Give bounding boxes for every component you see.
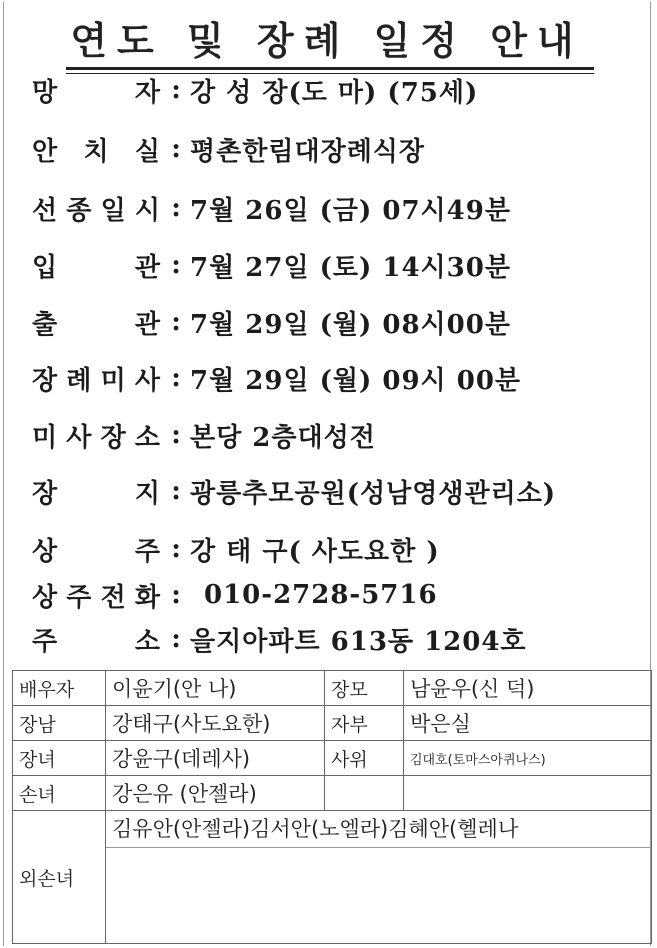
document-page <box>3 2 651 946</box>
family-value: 이윤기(안 나) <box>106 671 325 706</box>
info-label: 미 사 장 소 <box>32 422 162 453</box>
info-label: 입 관 <box>32 252 162 283</box>
info-row-death-time <box>32 188 511 228</box>
family-value: 박은실 <box>404 706 652 741</box>
family-table <box>12 670 652 944</box>
family-value: 김유안(안젤라)김서안(노엘라)김혜안(헬레나 <box>112 817 519 841</box>
family-label <box>325 776 404 811</box>
table-row <box>13 741 652 776</box>
family-value: 강태구(사도요한) <box>106 706 325 741</box>
info-value: 강 성 장(도 마) (75세) <box>190 77 479 108</box>
info-row-departure <box>32 302 511 342</box>
table-row <box>13 776 652 811</box>
info-value: 본당 2층대성전 <box>190 422 376 453</box>
info-label: 장 례 미 사 <box>32 365 162 396</box>
info-value: 7월 29일 (월) 08시00분 <box>190 309 511 340</box>
info-colon: : <box>171 75 181 105</box>
family-label: 장남 <box>13 706 106 741</box>
family-value: 김대호(토마스아퀴나스) <box>404 741 652 776</box>
family-value: 남윤우(신 덕) <box>404 671 652 706</box>
family-value <box>404 776 652 811</box>
family-label: 외손녀 <box>13 811 106 944</box>
family-label: 배우자 <box>13 671 106 706</box>
info-label: 주 소 <box>32 626 162 657</box>
info-colon: : <box>171 363 181 393</box>
info-row-funeral-mass <box>32 358 521 398</box>
table-row <box>13 671 652 706</box>
row-divider <box>106 847 651 848</box>
info-row-burial-site <box>32 471 556 511</box>
info-row-encoffining <box>32 245 511 285</box>
info-row-chief-mourner <box>32 529 440 569</box>
table-row <box>13 811 652 944</box>
info-label: 상 주 전 화 <box>32 582 162 613</box>
family-label: 장모 <box>325 671 404 706</box>
info-value: 광릉추모공원(성남영생관리소) <box>190 478 557 509</box>
info-row-mass-location <box>32 415 376 455</box>
info-label: 망 자 <box>32 77 162 108</box>
info-label: 선 종 일 시 <box>32 195 162 226</box>
table-row <box>13 706 652 741</box>
info-colon: : <box>171 307 181 337</box>
info-colon: : <box>171 193 181 223</box>
info-value: 7월 27일 (토) 14시30분 <box>190 252 511 283</box>
grandchildren-cell <box>106 811 652 944</box>
info-label: 상 주 <box>32 536 162 567</box>
info-value: 7월 26일 (금) 07시49분 <box>190 195 511 226</box>
info-colon: : <box>171 420 181 450</box>
info-colon: : <box>171 476 181 506</box>
page-title: 연도 및 장례 일정 안내 <box>70 18 584 63</box>
info-row-mortuary <box>32 129 425 169</box>
info-value: 강 태 구( 사도요한 ) <box>190 536 440 567</box>
family-label: 자부 <box>325 706 404 741</box>
info-row-deceased <box>32 70 478 110</box>
family-label: 장녀 <box>13 741 106 776</box>
info-colon: : <box>171 624 181 654</box>
info-label: 출 관 <box>32 309 162 340</box>
info-value: 010-2728-5716 <box>204 580 438 610</box>
family-label: 사위 <box>325 741 404 776</box>
family-label: 손녀 <box>13 776 106 811</box>
family-value: 강은유 (안젤라) <box>106 776 325 811</box>
info-colon: : <box>171 580 181 610</box>
info-label: 장 지 <box>32 478 162 509</box>
info-colon: : <box>171 250 181 280</box>
info-label: 안 치 실 <box>32 136 162 167</box>
family-value: 강윤구(데레사) <box>106 741 325 776</box>
info-value: 평촌한림대장례식장 <box>190 136 426 167</box>
info-colon: : <box>171 534 181 564</box>
info-colon: : <box>171 134 181 164</box>
info-value: 을지아파트 613동 1204호 <box>190 626 527 657</box>
info-value: 7월 29일 (월) 09시 00분 <box>190 365 522 396</box>
info-row-address <box>32 619 527 659</box>
info-row-mourner-phone <box>32 575 438 615</box>
